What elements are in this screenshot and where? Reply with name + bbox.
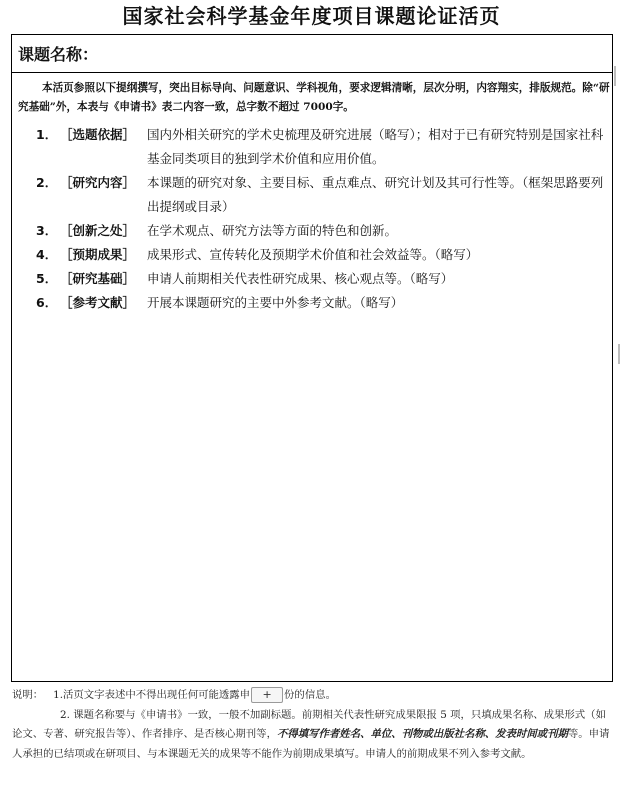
note-2-text-a: 2. 课题名称要与《申请书》一致，一般不加副标题。前期相关代表性研究成果限报 5 项，只填成果名称、成果形式（如论文、专著、研究报告等）、作者排序、是否核心期刊等， <box>12 708 606 740</box>
topic-name-label: 课题名称： <box>18 45 99 64</box>
item-tag: ［选题依据］ <box>60 127 136 142</box>
item-number: 6． <box>36 295 58 310</box>
item-number: 3． <box>36 223 58 238</box>
notes-label: 说明： <box>12 689 44 701</box>
note-2 <box>12 706 610 765</box>
topic-name-row[interactable] <box>12 35 612 73</box>
expand-button[interactable]: + <box>251 687 283 703</box>
item-tag: ［研究内容］ <box>60 175 136 190</box>
item-text: 成果形式、宣传转化及预期学术价值和社会效益等。（略写） <box>147 247 479 262</box>
scroll-edge-marker <box>614 66 616 86</box>
item-text: 在学术观点、研究方法等方面的特色和创新。 <box>147 223 398 238</box>
note-1-text-b: 份的信息。 <box>284 689 336 701</box>
instructions-paragraph: 本活页参照以下提纲撰写，突出目标导向、问题意识、学科视角，要求逻辑清晰，层次分明，内容翔实，排版规范。除“研究基础”外，本表与《申请书》表二内容一致，总字数不超过 7000字。 <box>18 82 610 113</box>
note-2-emphasis: 不得填写作者姓名、单位、刊物或出版社名称、发表时间或刊期 <box>276 728 568 740</box>
scroll-edge-marker <box>618 344 620 364</box>
note-1-text-a: 1.活页文字表述中不得出现任何可能透露申 <box>53 689 251 701</box>
argument-form-frame <box>11 34 613 682</box>
item-text: 申请人前期相关代表性研究成果、核心观点等。（略写） <box>147 271 454 286</box>
item-text: 本课题的研究对象、主要目标、重点难点、研究计划及其可行性等。（框架思路要列出提纲或目录） <box>147 175 604 214</box>
outline-item-topic-basis <box>12 123 612 171</box>
outline-list <box>12 123 612 315</box>
note-1 <box>12 686 610 706</box>
item-tag: ［创新之处］ <box>60 223 136 238</box>
item-number: 1． <box>36 127 58 142</box>
note-2-text-b: 等。申请人承担的已结项或在研项目、与本课题无关的成果等不能作为前期成果填写。申请人的前期成果不列入参考文献。 <box>12 728 610 760</box>
outline-item-research-content <box>12 171 612 219</box>
outline-item-innovation <box>12 219 612 243</box>
page-title: 国家社会科学基金年度项目课题论证活页 <box>122 4 501 28</box>
item-text: 开展本课题研究的主要中外参考文献。（略写） <box>147 295 404 310</box>
outline-item-expected-results <box>12 243 612 267</box>
item-number: 4． <box>36 247 58 262</box>
item-number: 2． <box>36 175 58 190</box>
item-tag: ［研究基础］ <box>60 271 136 286</box>
item-tag: ［预期成果］ <box>60 247 136 262</box>
outline-item-research-basis <box>12 267 612 291</box>
item-tag: ［参考文献］ <box>60 295 136 310</box>
item-text: 国内外相关研究的学术史梳理及研究进展（略写）；相对于已有研究特别是国家社科基金同类项目的独到学术价值和应用价值。 <box>147 127 604 166</box>
notes-section <box>12 686 610 764</box>
item-number: 5． <box>36 271 58 286</box>
outline-item-references <box>12 291 612 315</box>
